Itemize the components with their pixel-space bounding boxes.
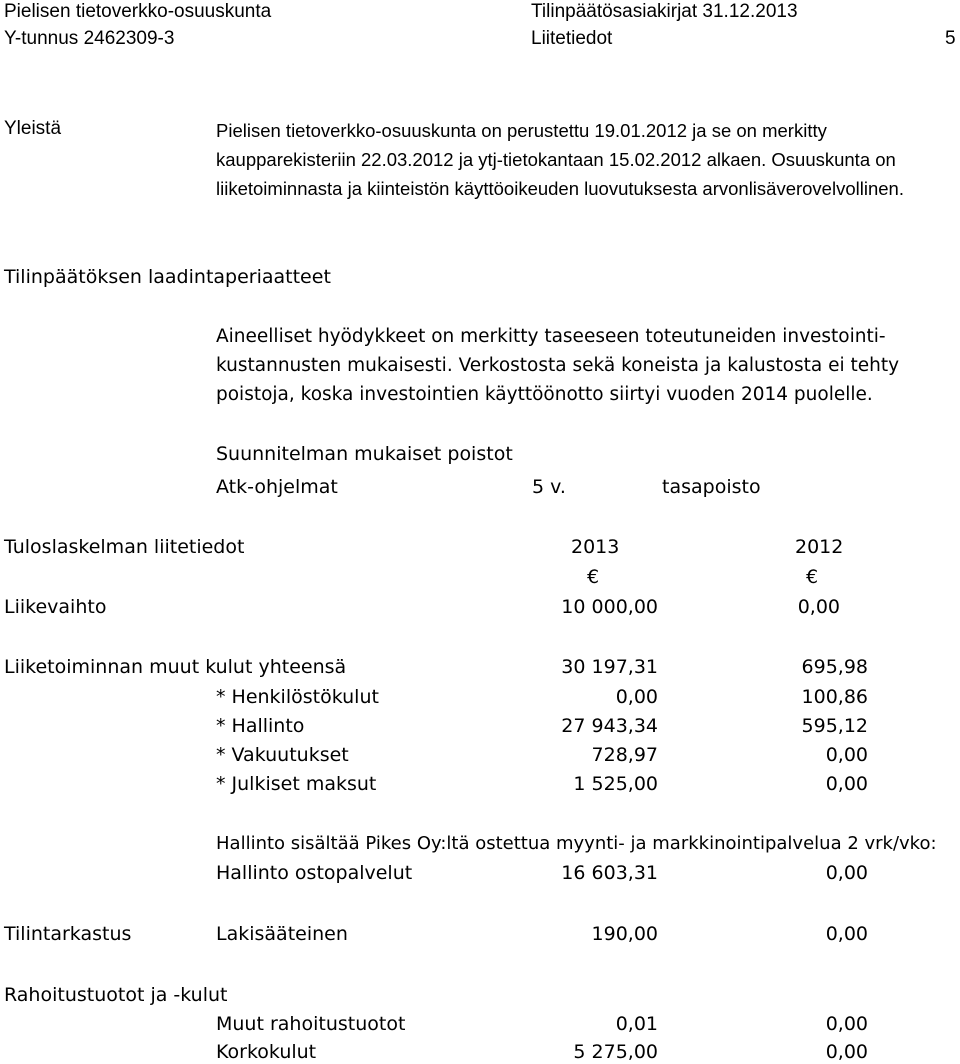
principles-label: Tilinpäätöksen laadintaperiaatteet [4,266,331,288]
finance-item-label: Muut rahoitustuotot [216,1013,406,1035]
expense-item-2013: 728,97 [591,744,658,766]
revenue-2013: 10 000,00 [561,596,658,618]
business-id: Y-tunnus 2462309-3 [4,28,175,49]
audit-2012: 0,00 [825,923,868,945]
currency-2013: € [587,566,600,588]
expense-item-2013: 1 525,00 [573,773,658,795]
revenue-2012: 0,00 [797,596,840,618]
depreciation-item: Atk-ohjelmat [216,476,338,498]
revenue-label: Liikevaihto [4,596,107,618]
general-label: Yleistä [4,118,62,139]
expense-item-2013: 27 943,34 [561,715,658,737]
finance-item-2013: 0,01 [615,1013,658,1035]
expense-item-label: * Julkiset maksut [216,773,377,795]
finance-item-2013: 5 275,00 [573,1041,658,1063]
finance-item-2012: 0,00 [825,1041,868,1063]
admin-purchase-2012: 0,00 [825,862,868,884]
expense-item-2012: 100,86 [801,686,868,708]
general-text: Pielisen tietoverkko-osuuskunta on perustettu 19.01.2012 ja se on merkitty kaupparekisteriin 22.03.2012 ja ytj-tietokantaan 15.02.2012 alkaen. Osuuskunta on liiketoiminnasta ja kiinteistön käyttöoikeuden luovutuksesta arvonlisäverovelvollinen. [216,120,904,199]
org-name: Pielisen tietoverkko-osuuskunta [4,1,272,22]
expense-item-label: * Henkilöstökulut [216,686,379,708]
income-title: Tuloslaskelman liitetiedot [4,536,245,558]
expense-item-2012: 0,00 [825,773,868,795]
section-title: Liitetiedot [531,28,613,49]
expense-item-2012: 595,12 [801,715,868,737]
admin-note: Hallinto sisältää Pikes Oy:ltä ostettua myynti- ja markkinointipalvelua 2 vrk/vko: [216,833,937,854]
audit-label: Tilintarkastus [4,923,132,945]
finance-label: Rahoitustuotot ja -kulut [4,984,228,1006]
principles-text: Aineelliset hyödykkeet on merkitty taseeseen toteutuneiden investointi-kustannusten mukaisesti. Verkostosta sekä koneista ja kalustosta ei tehty poistoja, koska investointien käyttöönotto siirtyi vuoden 2014 puolelle. [216,326,900,405]
expense-item-label: * Hallinto [216,715,305,737]
year-2012-header: 2012 [795,536,844,558]
depreciation-method: tasapoisto [662,476,761,498]
year-2013-header: 2013 [571,536,620,558]
audit-item: Lakisääteinen [216,923,348,945]
admin-purchase-label: Hallinto ostopalvelut [216,862,413,884]
page-number: 5 [945,28,956,49]
finance-item-label: Korkokulut [216,1041,317,1063]
depreciation-period: 5 v. [532,476,566,498]
other-expenses-2013: 30 197,31 [561,656,658,678]
currency-2012: € [806,566,819,588]
other-expenses-2012: 695,98 [801,656,868,678]
finance-item-2012: 0,00 [825,1013,868,1035]
admin-purchase-2013: 16 603,31 [561,862,658,884]
doc-title: Tilinpäätösasiakirjat 31.12.2013 [531,1,798,22]
expense-item-2013: 0,00 [615,686,658,708]
expense-item-label: * Vakuutukset [216,744,349,766]
audit-2013: 190,00 [591,923,658,945]
other-expenses-label: Liiketoiminnan muut kulut yhteensä [4,656,347,678]
depreciation-title: Suunnitelman mukaiset poistot [216,443,513,465]
expense-item-2012: 0,00 [825,744,868,766]
